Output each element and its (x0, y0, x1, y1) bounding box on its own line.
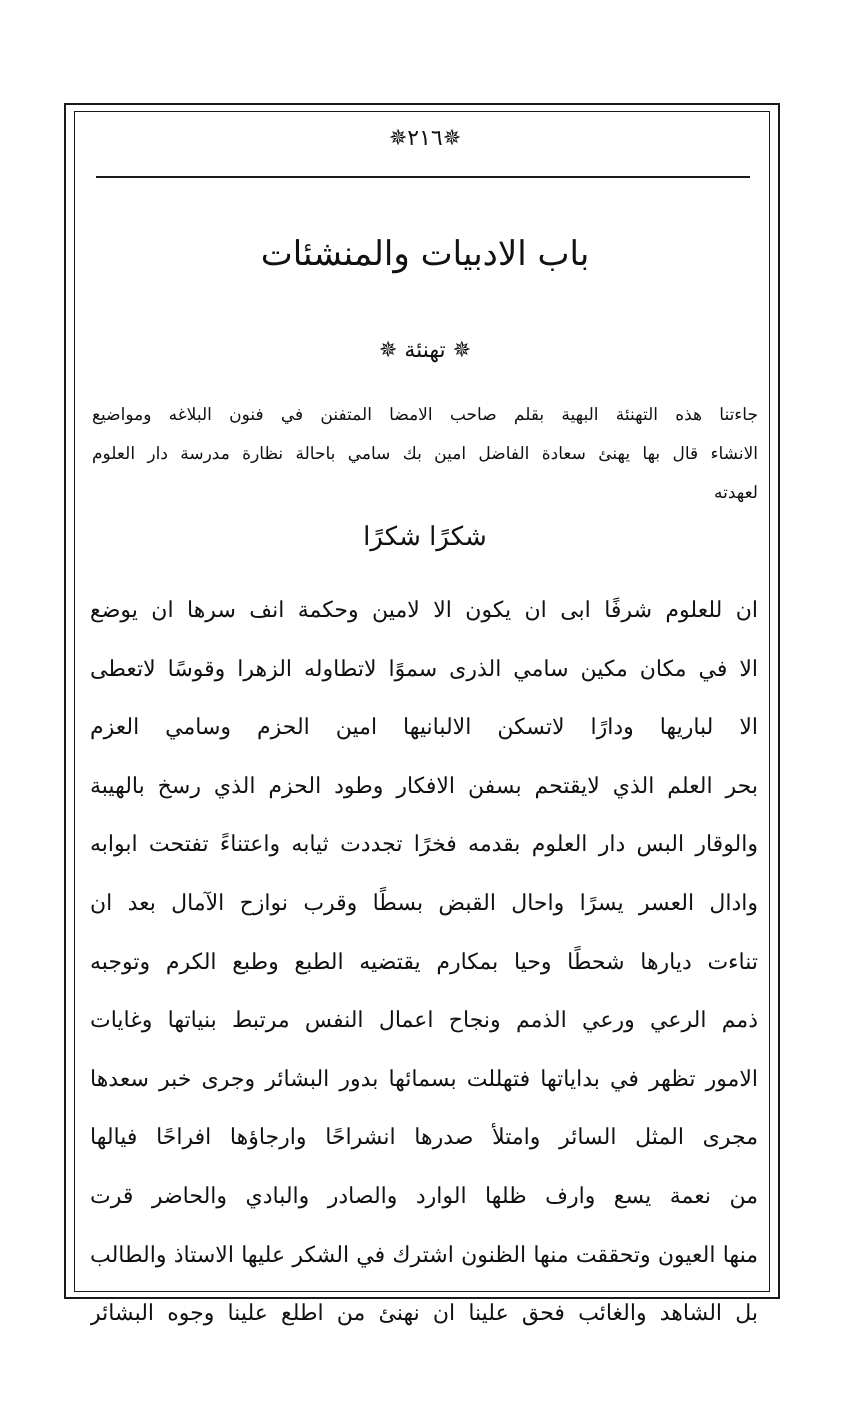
subheading: ✵ تهنئة ✵ (378, 338, 472, 363)
intro-line: جاءتنا هذه التهنئة البهية بقلم صاحب الامضا المتفنن في فنون البلاغه ومواضيع (92, 405, 758, 425)
body-line: بحر العلم الذي لايقتحم بسفن الافكار وطود الحزم الذي رسخ بالهيبة (90, 773, 758, 799)
body-line: من نعمة يسع وارف ظلها الوارد والصادر والبادي والحاضر قرت (90, 1183, 758, 1209)
intro-line: لعهدته (714, 483, 758, 503)
body-line: الا في مكان مكين سامي الذرى سموًا لاتطاوله الزهرا وقوسًا لاتعطى (90, 656, 758, 682)
body-line: ان للعلوم شرفًا ابى ان يكون الا لامين وحكمة انف سرها ان يوضع (90, 598, 758, 623)
section-title: باب الادبيات والمنشئات (260, 234, 590, 274)
body-text (90, 582, 758, 1344)
intro-line: الانشاء قال بها يهنئ سعادة الفاضل امين بك سامي باحالة نظارة مدرسة دار العلوم (92, 444, 758, 464)
body-line: ذمم الرعي ورعي الذمم ونجاح اعمال النفس مرتبط بنياتها وغايات (90, 1008, 758, 1034)
body-line: منها العيون وتحققت منها الظنون اشترك في الشكر عليها الاستاذ والطالب (90, 1242, 758, 1268)
body-line: والوقار البس دار العلوم بقدمه فخرًا تجددت ثيابه واعتناءً تفتحت ابوابه (90, 832, 758, 858)
body-line: وادال العسر يسرًا واحال القبض بسطًا وقرب نوازح الآمال بعد ان (90, 890, 758, 916)
body-line: مجرى المثل السائر وامتلأ صدرها انشراحًا وارجاؤها افراحًا فيالها (90, 1125, 758, 1151)
poem-title: شكرًا شكرًا (363, 522, 487, 552)
header-rule (96, 176, 750, 178)
body-line: الامور تظهر في بداياتها فتهللت بسمائها بدور البشائر وجرى خبر سعدها (90, 1066, 758, 1092)
page-number: ✵٢١٦✵ (388, 126, 462, 151)
body-line: بل الشاهد والغائب فحق علينا ان نهنئ من اطلع علينا وجوه البشائر (90, 1301, 758, 1327)
body-line: تناءت ديارها شحطًا وحيا بمكارم يقتضيه الطبع وطبع الكرم وتوجبه (90, 949, 758, 975)
intro-paragraph (92, 396, 758, 513)
body-line: الا لباريها ودارًا لاتسكن الالبانيها امين الحزم وسامي العزم (90, 715, 758, 741)
